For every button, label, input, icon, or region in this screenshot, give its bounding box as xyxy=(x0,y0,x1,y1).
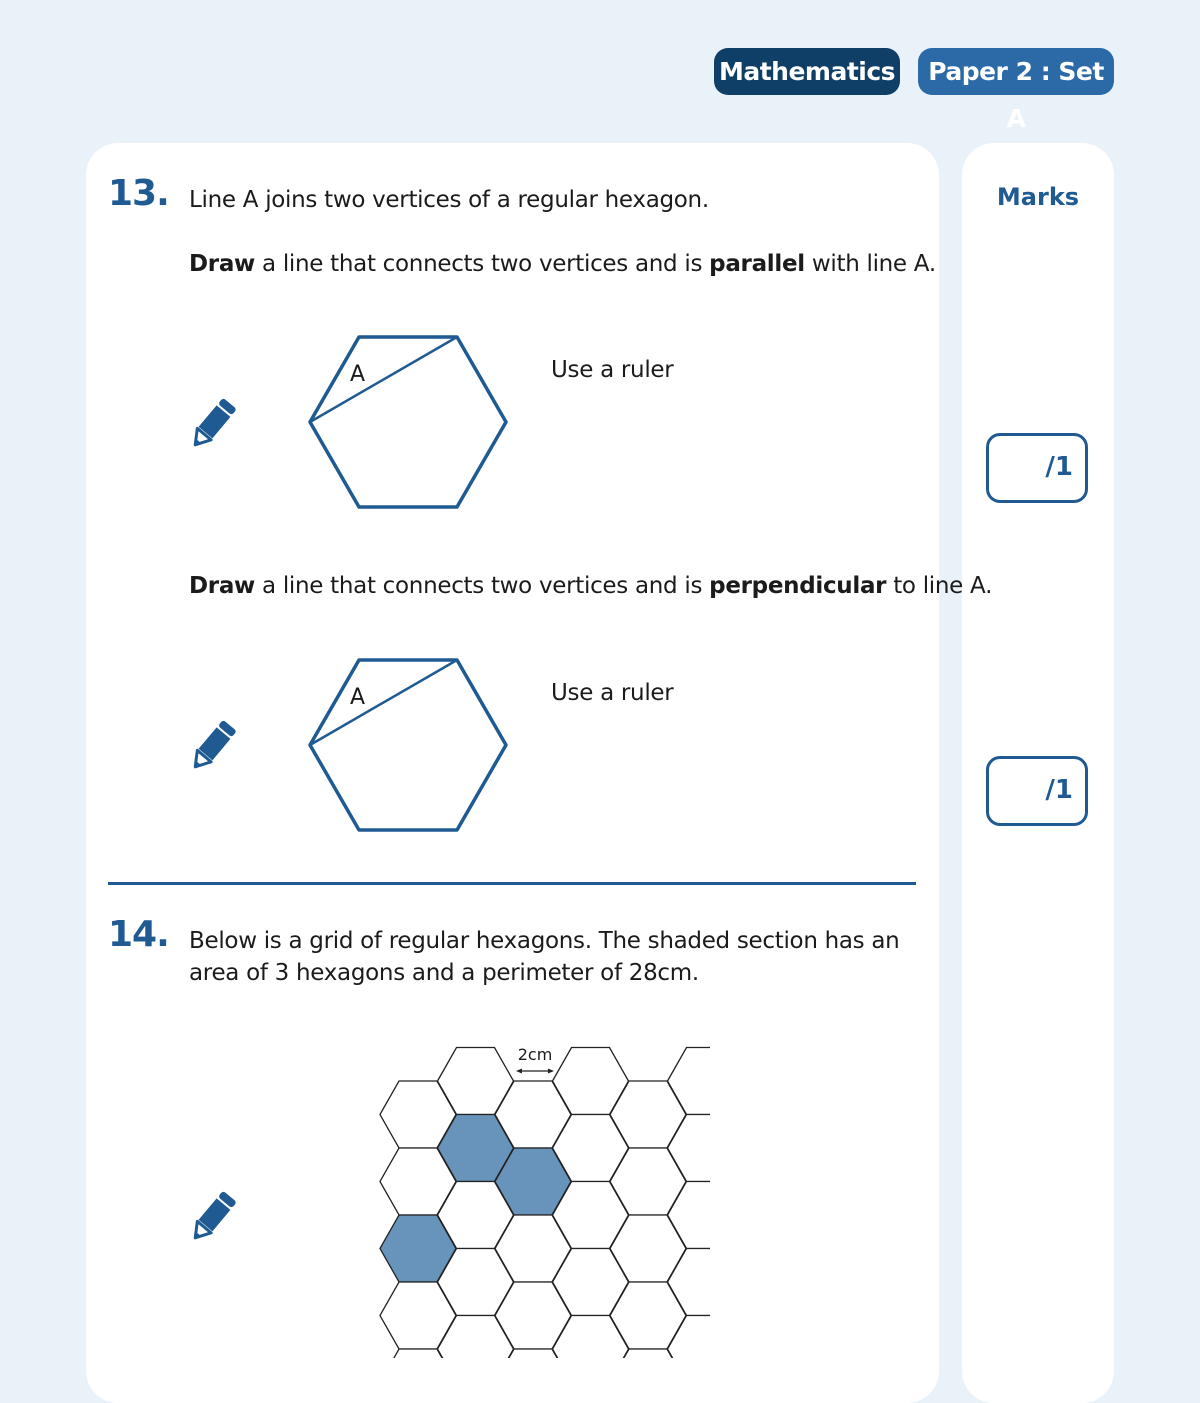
instruction-text: to line A. xyxy=(886,573,993,599)
question-14-line1: Below is a grid of regular hexagons. The shaded section has an xyxy=(189,928,900,954)
pencil-icon xyxy=(186,1189,242,1245)
question-divider xyxy=(108,882,916,885)
mark-box-q13b[interactable] xyxy=(986,756,1088,826)
question-13-intro: Line A joins two vertices of a regular hexagon. xyxy=(189,187,709,213)
hexagon-diagram-parallel xyxy=(300,330,515,515)
paper-badge: Paper 2 : Set A xyxy=(918,48,1114,95)
instruction-keyword: parallel xyxy=(709,251,805,277)
pencil-icon xyxy=(186,396,242,452)
line-a-label: A xyxy=(350,362,366,387)
mark-box-label: /1 xyxy=(1045,452,1073,482)
question-14-line2: area of 3 hexagons and a perimeter of 28cm. xyxy=(189,960,699,986)
instruction-text: a line that connects two vertices and is xyxy=(255,573,710,599)
instruction-verb: Draw xyxy=(189,251,256,277)
ruler-hint: Use a ruler xyxy=(551,357,674,383)
mark-box-label: /1 xyxy=(1045,775,1073,805)
line-a-label: A xyxy=(350,685,366,710)
hexagon-cells xyxy=(380,1048,710,1359)
question-13-part2 xyxy=(189,570,992,602)
ruler-hint: Use a ruler xyxy=(551,680,674,706)
question-14-text xyxy=(189,925,899,989)
hexagon-grid xyxy=(360,1030,710,1358)
scale-label: 2cm xyxy=(517,1045,553,1064)
hexagon-diagram-perpendicular xyxy=(300,653,515,838)
question-number-13: 13. xyxy=(108,173,169,214)
question-13-part1 xyxy=(189,248,936,280)
mark-box-q13a[interactable] xyxy=(986,433,1088,503)
marks-title: Marks xyxy=(996,183,1080,211)
instruction-verb: Draw xyxy=(189,573,256,599)
subject-badge: Mathematics xyxy=(714,48,900,95)
arrow-head-left xyxy=(516,1069,522,1074)
question-number-14: 14. xyxy=(108,914,169,955)
instruction-text: a line that connects two vertices and is xyxy=(255,251,710,277)
instruction-keyword: perpendicular xyxy=(709,573,887,599)
pencil-icon xyxy=(186,718,242,774)
arrow-head-right xyxy=(548,1069,554,1074)
instruction-text: with line A. xyxy=(804,251,936,277)
